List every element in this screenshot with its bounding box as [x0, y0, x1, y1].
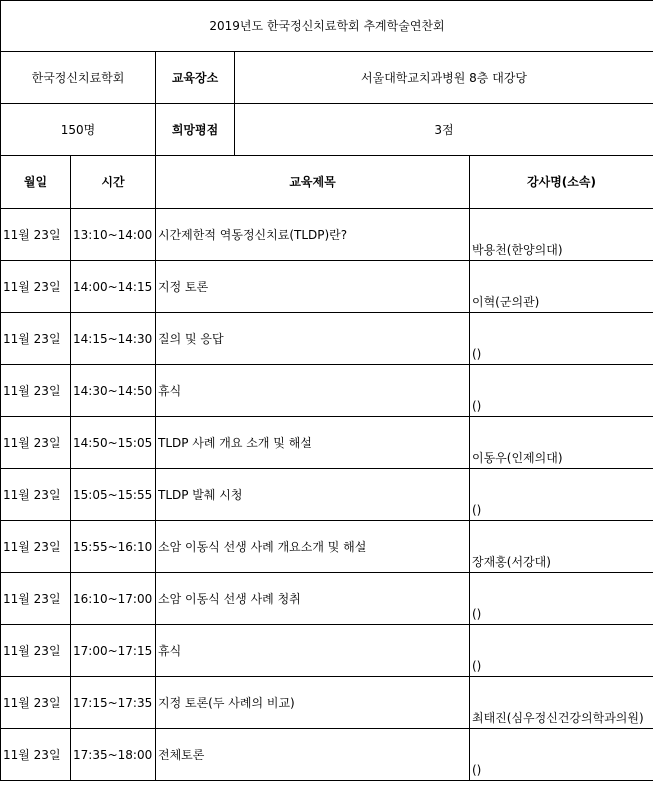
score-label: 희망평점	[156, 104, 235, 156]
cell-lecturer	[470, 209, 653, 261]
cell-time: 17:15~17:35	[71, 677, 156, 729]
lecturer-text: ()	[472, 503, 482, 517]
score-value: 3점	[235, 104, 653, 156]
header-row	[1, 156, 653, 209]
cell-subject: 지정 토론	[156, 261, 470, 313]
cell-date: 11월 23일	[1, 729, 71, 781]
cell-subject: 소암 이동식 선생 사례 개요소개 및 해설	[156, 521, 470, 573]
info-row-capacity	[1, 104, 653, 156]
cell-time: 17:00~17:15	[71, 625, 156, 677]
cell-lecturer	[470, 573, 653, 625]
lecturer-text: ()	[472, 399, 482, 413]
col-header-date: 월일	[1, 156, 71, 209]
cell-time: 16:10~17:00	[71, 573, 156, 625]
cell-lecturer	[470, 261, 653, 313]
table-row	[1, 261, 653, 313]
cell-date: 11월 23일	[1, 625, 71, 677]
lecturer-text: 최태진(심우정신건강의학과의원)	[472, 711, 644, 725]
lecturer-text: ()	[472, 763, 482, 777]
table-row	[1, 313, 653, 365]
info-row-venue	[1, 52, 653, 104]
cell-lecturer	[470, 469, 653, 521]
table-row	[1, 469, 653, 521]
cell-time: 14:50~15:05	[71, 417, 156, 469]
cell-subject: TLDP 발췌 시청	[156, 469, 470, 521]
cell-subject: 전체토론	[156, 729, 470, 781]
venue-value: 서울대학교치과병원 8층 대강당	[235, 52, 653, 104]
capacity: 150명	[1, 104, 156, 156]
organizer: 한국정신치료학회	[1, 52, 156, 104]
cell-lecturer	[470, 625, 653, 677]
table-row	[1, 365, 653, 417]
cell-lecturer	[470, 365, 653, 417]
col-header-lecturer: 강사명(소속)	[470, 156, 653, 209]
cell-date: 11월 23일	[1, 469, 71, 521]
cell-time: 13:10~14:00	[71, 209, 156, 261]
cell-lecturer	[470, 729, 653, 781]
cell-subject: 휴식	[156, 625, 470, 677]
cell-subject: 휴식	[156, 365, 470, 417]
cell-lecturer	[470, 521, 653, 573]
cell-date: 11월 23일	[1, 573, 71, 625]
cell-subject: 질의 및 응답	[156, 313, 470, 365]
lecturer-text: 이혁(군의관)	[472, 295, 540, 309]
event-title: 2019년도 한국정신치료학회 추계학술연찬회	[1, 1, 653, 52]
table-row	[1, 521, 653, 573]
cell-date: 11월 23일	[1, 417, 71, 469]
lecturer-text: ()	[472, 607, 482, 621]
cell-time: 15:05~15:55	[71, 469, 156, 521]
cell-time: 15:55~16:10	[71, 521, 156, 573]
venue-label: 교육장소	[156, 52, 235, 104]
table-row	[1, 417, 653, 469]
table-row	[1, 573, 653, 625]
cell-date: 11월 23일	[1, 521, 71, 573]
cell-subject: 소암 이동식 선생 사례 청취	[156, 573, 470, 625]
col-header-subject: 교육제목	[156, 156, 470, 209]
cell-subject: 시간제한적 역동정신치료(TLDP)란?	[156, 209, 470, 261]
table-row	[1, 625, 653, 677]
cell-time: 14:00~14:15	[71, 261, 156, 313]
lecturer-text: ()	[472, 659, 482, 673]
col-header-time: 시간	[71, 156, 156, 209]
cell-lecturer	[470, 313, 653, 365]
cell-lecturer	[470, 677, 653, 729]
cell-date: 11월 23일	[1, 677, 71, 729]
cell-subject: TLDP 사례 개요 소개 및 해설	[156, 417, 470, 469]
cell-time: 17:35~18:00	[71, 729, 156, 781]
cell-date: 11월 23일	[1, 365, 71, 417]
table-row	[1, 677, 653, 729]
cell-lecturer	[470, 417, 653, 469]
lecturer-text: 이동우(인제의대)	[472, 451, 563, 465]
table-row	[1, 729, 653, 781]
cell-time: 14:30~14:50	[71, 365, 156, 417]
cell-date: 11월 23일	[1, 209, 71, 261]
cell-time: 14:15~14:30	[71, 313, 156, 365]
lecturer-text: 박용천(한양의대)	[472, 243, 563, 257]
cell-date: 11월 23일	[1, 261, 71, 313]
table-row	[1, 209, 653, 261]
lecturer-text: ()	[472, 347, 482, 361]
cell-date: 11월 23일	[1, 313, 71, 365]
lecturer-text: 장재홍(서강대)	[472, 555, 551, 569]
title-row	[1, 1, 653, 52]
cell-subject: 지정 토론(두 사례의 비교)	[156, 677, 470, 729]
